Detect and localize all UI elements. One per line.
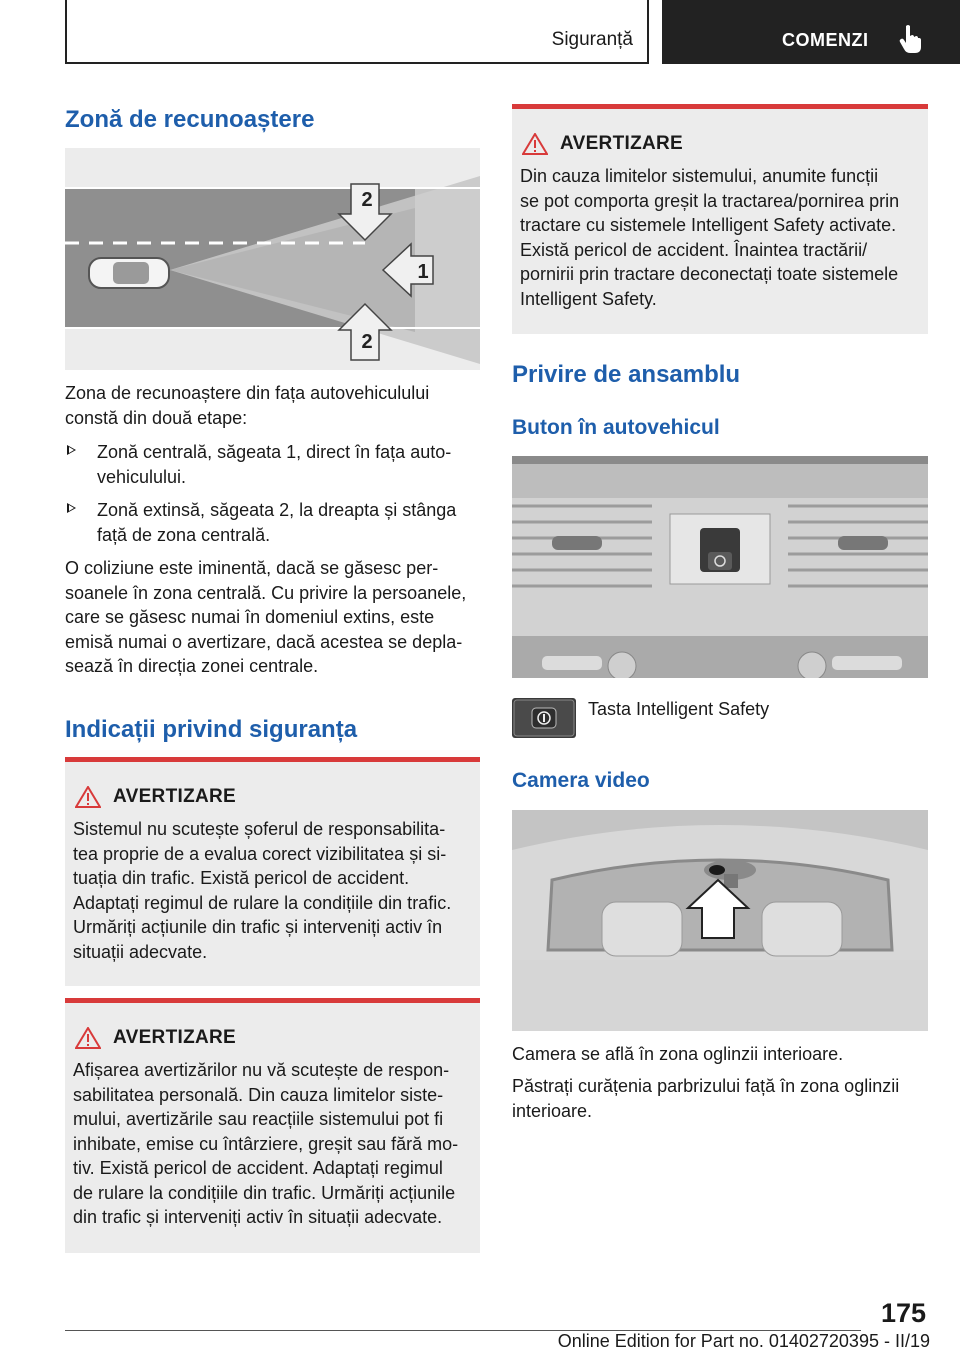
warning-line: Există pericol de accident. Înaintea tractării/	[520, 239, 868, 260]
warning-triangle-icon	[75, 786, 101, 808]
warning-line: mului, avertizările sau reacțiile sistemului pot fi	[73, 1109, 444, 1129]
bullet-line: vehiculului.	[97, 466, 187, 487]
warning-title: AVERTIZARE	[113, 786, 236, 807]
intelligent-safety-button-icon	[512, 698, 576, 738]
warning-line: din trafic și interveniți activ în situații adecvate.	[73, 1207, 443, 1227]
bullet-line: Zonă extinsă, săgeata 2, la dreapta și stânga	[97, 500, 457, 520]
camera-paragraph-2	[512, 1074, 932, 1123]
warning-triangle-icon	[522, 133, 548, 155]
button-caption: Tasta Intelligent Safety	[588, 699, 770, 719]
warning-line: inhibate, emise cu întârziere, greșit sau fără mo-	[73, 1133, 459, 1154]
intro-paragraph	[65, 381, 485, 430]
diagram-label-1: 1	[417, 261, 429, 283]
recognition-zone-diagram	[65, 148, 480, 370]
heading-camera: Camera video	[512, 769, 650, 792]
warning-line: situații adecvate.	[73, 941, 208, 962]
triangle-bullet-icon	[67, 445, 76, 455]
warning-line: se pot comporta greșit la tractarea/pornirea prin	[520, 190, 900, 211]
list-item	[67, 498, 482, 548]
warning-triangle-icon	[75, 1027, 101, 1049]
warning-line: tea proprie de a evalua corect vizibilitatea și si-	[73, 843, 447, 864]
warning-line: Intelligent Safety.	[520, 288, 657, 309]
intro-line: constă din două etape:	[65, 407, 248, 428]
warning-box-2	[65, 998, 480, 1253]
warning-title: AVERTIZARE	[560, 133, 683, 154]
warning-title: AVERTIZARE	[113, 1027, 236, 1048]
windshield-photo-svg	[512, 810, 928, 1031]
warning-body	[73, 1058, 474, 1230]
header-section-box	[65, 0, 649, 64]
header-tab-label: COMENZI	[782, 30, 869, 50]
camera-paragraph-1: Camera se află în zona oglinzii interioare.	[512, 1044, 844, 1064]
para-line: interioare.	[512, 1100, 593, 1121]
collision-paragraph	[65, 556, 485, 679]
warning-line: Adaptați regimul de rulare la condițiile din trafic.	[73, 892, 452, 913]
para-line: Păstrați curățenia parbrizului față în zona oglinzii	[512, 1076, 900, 1096]
diagram-label-2-bottom: 2	[361, 331, 373, 353]
heading-safety-notes: Indicații privind siguranța	[65, 716, 358, 743]
para-line: sează în direcția zonei centrale.	[65, 656, 319, 676]
bullet-line: față de zona centrală.	[97, 524, 271, 545]
para-line: soanele în zona centrală. Cu privire la persoanele,	[65, 582, 467, 603]
safety-button-glyph-icon	[512, 698, 576, 738]
dashboard-photo-svg	[512, 456, 928, 678]
list-item	[67, 440, 482, 490]
triangle-bullet-icon	[67, 503, 76, 513]
warning-line: Afișarea avertizărilor nu vă scutește de respon-	[73, 1060, 450, 1080]
warning-line: Urmăriți acțiunile din trafic și interveniți activ în	[73, 917, 443, 937]
heading-overview: Privire de ansamblu	[512, 361, 741, 388]
camera-photo	[512, 810, 928, 1031]
diagram-svg	[65, 148, 480, 370]
heading-button-in-vehicle: Buton în autovehicul	[512, 416, 720, 439]
heading-recognition-zone: Zonă de recunoaștere	[65, 106, 315, 133]
pointing-hand-icon	[898, 24, 922, 54]
warning-line: sabilitatea personală. Din cauza limitelor siste-	[73, 1084, 444, 1105]
bullet-line: Zonă centrală, săgeata 1, direct în fața auto-	[97, 442, 452, 462]
para-line: O coliziune este iminentă, dacă se găsesc per-	[65, 558, 439, 578]
warning-body	[520, 164, 922, 311]
warning-line: tiv. Există pericol de accident. Adaptați regimul	[73, 1158, 443, 1178]
footer-edition: Online Edition for Part no. 01402720395 - II/19	[557, 1331, 930, 1351]
diagram-label-2-top: 2	[361, 189, 373, 211]
warning-line: tuația din trafic. Există pericol de accident.	[73, 868, 410, 888]
warning-line: Sistemul nu scutește șoferul de responsabilita-	[73, 819, 446, 839]
para-line: care se găsesc numai în domeniul extins, este	[65, 607, 435, 627]
warning-body	[73, 817, 474, 964]
warning-line: de rulare la condițiile din trafic. Urmăriți acțiunile	[73, 1182, 456, 1203]
warning-box-1	[65, 757, 480, 986]
warning-box-3	[512, 104, 928, 334]
header-section-title: Siguranță	[551, 29, 633, 50]
intro-line: Zona de recunoaștere din fața autovehiculului	[65, 383, 430, 403]
header-tab-comenzi[interactable]	[662, 0, 960, 64]
button-photo	[512, 456, 928, 678]
warning-line: pornirii prin tractare deconectați toate sistemele	[520, 264, 899, 284]
warning-line: Din cauza limitelor sistemului, anumite funcții	[520, 166, 879, 186]
page-number: 175	[880, 1298, 926, 1328]
warning-line: tractare cu sistemele Intelligent Safety activate.	[520, 215, 897, 235]
para-line: emisă numai o avertizare, dacă acestea se depla-	[65, 631, 463, 652]
